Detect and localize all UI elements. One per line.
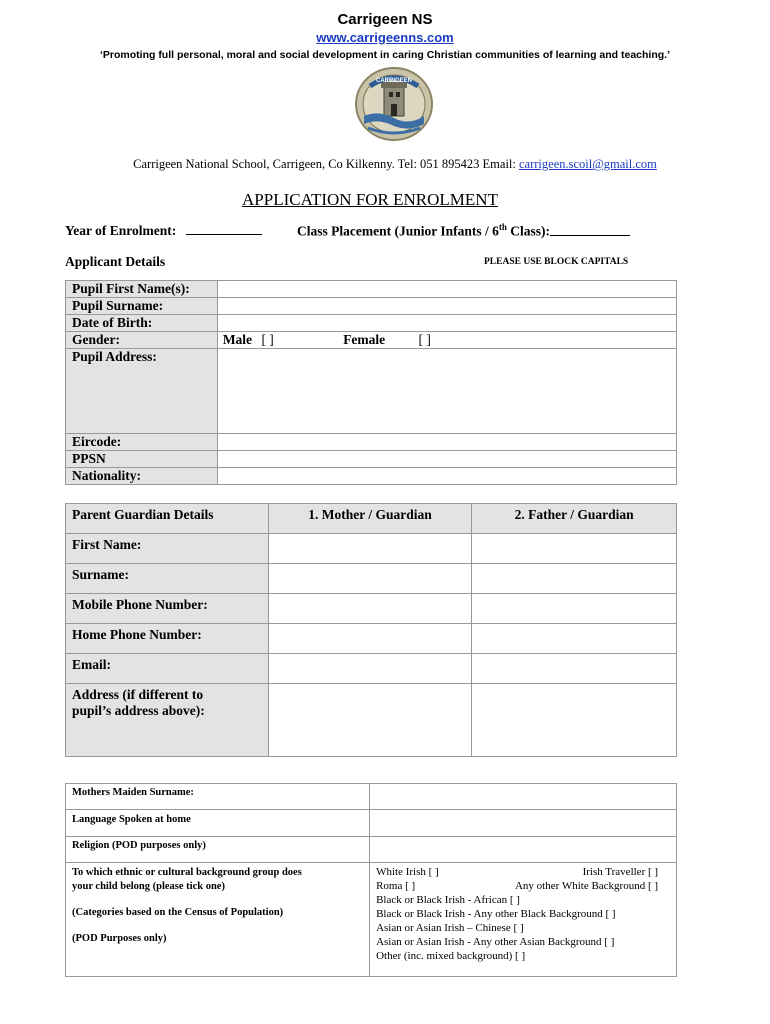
pupil-details-table [65, 280, 677, 485]
first-name-label: First Name: [66, 534, 269, 564]
contact-text: Carrigeen National School, Carrigeen, Co Kilkenny. Tel: 051 895423 Email: [133, 157, 519, 171]
maiden-surname-field[interactable] [370, 784, 677, 810]
maiden-surname-label: Mothers Maiden Surname: [66, 784, 370, 810]
ethnic-question-line1: To which ethnic or cultural background group does [72, 867, 302, 878]
ethnic-row-2 [376, 879, 658, 893]
father-home-phone-field[interactable] [472, 624, 677, 654]
pod-note: (POD Purposes only) [72, 933, 167, 944]
parent-address-label [66, 684, 269, 757]
crest-lettering: CARRIGEEN [375, 78, 413, 84]
class-label: Class Placement (Junior Infants / 6 [297, 223, 499, 239]
mother-email-field[interactable] [268, 654, 472, 684]
ethnic-options [370, 863, 677, 977]
option-irish-traveller[interactable]: Irish Traveller [ ] [582, 866, 659, 878]
option-other-white[interactable]: Any other White Background [ ] [514, 880, 659, 892]
option-other-mixed[interactable]: Other (inc. mixed background) [ ] [376, 950, 526, 962]
parent-address-label-line2: pupil’s address above): [72, 703, 205, 718]
school-crest-logo [354, 66, 434, 142]
dob-field[interactable] [217, 315, 676, 332]
ppsn-field[interactable] [217, 451, 676, 468]
female-checkbox[interactable]: [ ] [418, 332, 431, 347]
mother-address-field[interactable] [268, 684, 472, 757]
ethnic-question-line2: your child belong (please tick one) [72, 881, 225, 892]
ethnic-background-label [66, 863, 370, 977]
class-label-sup: th [498, 222, 507, 232]
mother-guardian-header: 1. Mother / Guardian [268, 504, 472, 534]
additional-info-table [65, 783, 677, 977]
language-label: Language Spoken at home [66, 810, 370, 837]
pupil-surname-label: Pupil Surname: [66, 298, 218, 315]
option-roma[interactable]: Roma [ ] [376, 880, 416, 892]
religion-field[interactable] [370, 837, 677, 863]
pupil-first-name-label: Pupil First Name(s): [66, 281, 218, 298]
year-of-enrolment [65, 222, 262, 239]
class-label-end: Class): [506, 223, 551, 239]
form-title: APPLICATION FOR ENROLMENT [242, 190, 498, 209]
female-label: Female [343, 332, 386, 347]
parent-guardian-table [65, 503, 677, 757]
email-label: Email: [66, 654, 269, 684]
parent-details-header: Parent Guardian Details [66, 504, 269, 534]
mobile-phone-label: Mobile Phone Number: [66, 594, 269, 624]
pupil-surname-field[interactable] [217, 298, 676, 315]
census-note: (Categories based on the Census of Population) [72, 907, 284, 918]
eircode-field[interactable] [217, 434, 676, 451]
father-first-name-field[interactable] [472, 534, 677, 564]
school-name: Carrigeen NS [337, 11, 433, 28]
father-mobile-field[interactable] [472, 594, 677, 624]
option-white-irish[interactable]: White Irish [ ] [376, 866, 439, 878]
school-motto: ‘Promoting full personal, moral and social development in caring Christian communities of learning and teaching.’ [99, 49, 670, 61]
surname-label: Surname: [66, 564, 269, 594]
mother-surname-field[interactable] [268, 564, 472, 594]
pupil-first-name-field[interactable] [217, 281, 676, 298]
ppsn-label: PPSN [66, 451, 218, 468]
male-checkbox[interactable]: [ ] [261, 332, 274, 347]
email-link[interactable]: carrigeen.scoil@gmail.com [519, 157, 657, 171]
class-input-line[interactable] [550, 223, 630, 236]
option-asian-other[interactable]: Asian or Asian Irish - Any other Asian Background [ ] [376, 936, 615, 948]
language-field[interactable] [370, 810, 677, 837]
website-link[interactable]: www.carrigeenns.com [316, 30, 454, 45]
mother-first-name-field[interactable] [268, 534, 472, 564]
nationality-field[interactable] [217, 468, 676, 485]
option-asian-chinese[interactable]: Asian or Asian Irish – Chinese [ ] [376, 922, 524, 934]
pupil-address-label: Pupil Address: [66, 349, 218, 434]
father-surname-field[interactable] [472, 564, 677, 594]
class-placement [297, 222, 630, 240]
home-phone-label: Home Phone Number: [66, 624, 269, 654]
parent-address-label-line1: Address (if different to [72, 687, 204, 702]
male-label: Male [222, 332, 253, 347]
option-black-other[interactable]: Black or Black Irish - Any other Black Background [ ] [376, 908, 616, 920]
mother-home-phone-field[interactable] [268, 624, 472, 654]
year-input-line[interactable] [186, 222, 262, 235]
nationality-label: Nationality: [66, 468, 218, 485]
father-email-field[interactable] [472, 654, 677, 684]
applicant-details-heading: Applicant Details [65, 254, 166, 269]
mother-mobile-field[interactable] [268, 594, 472, 624]
religion-label: Religion (POD purposes only) [66, 837, 370, 863]
option-black-african[interactable]: Black or Black Irish - African [ ] [376, 894, 520, 906]
ethnic-row-1 [376, 865, 658, 879]
eircode-label: Eircode: [66, 434, 218, 451]
father-address-field[interactable] [472, 684, 677, 757]
year-label: Year of Enrolment: [65, 223, 177, 238]
pupil-address-field[interactable] [217, 349, 676, 434]
contact-line [0, 157, 770, 172]
gender-field [217, 332, 676, 349]
block-capitals-note: PLEASE USE BLOCK CAPITALS [484, 257, 629, 267]
father-guardian-header: 2. Father / Guardian [472, 504, 677, 534]
gender-label: Gender: [66, 332, 218, 349]
dob-label: Date of Birth: [66, 315, 218, 332]
